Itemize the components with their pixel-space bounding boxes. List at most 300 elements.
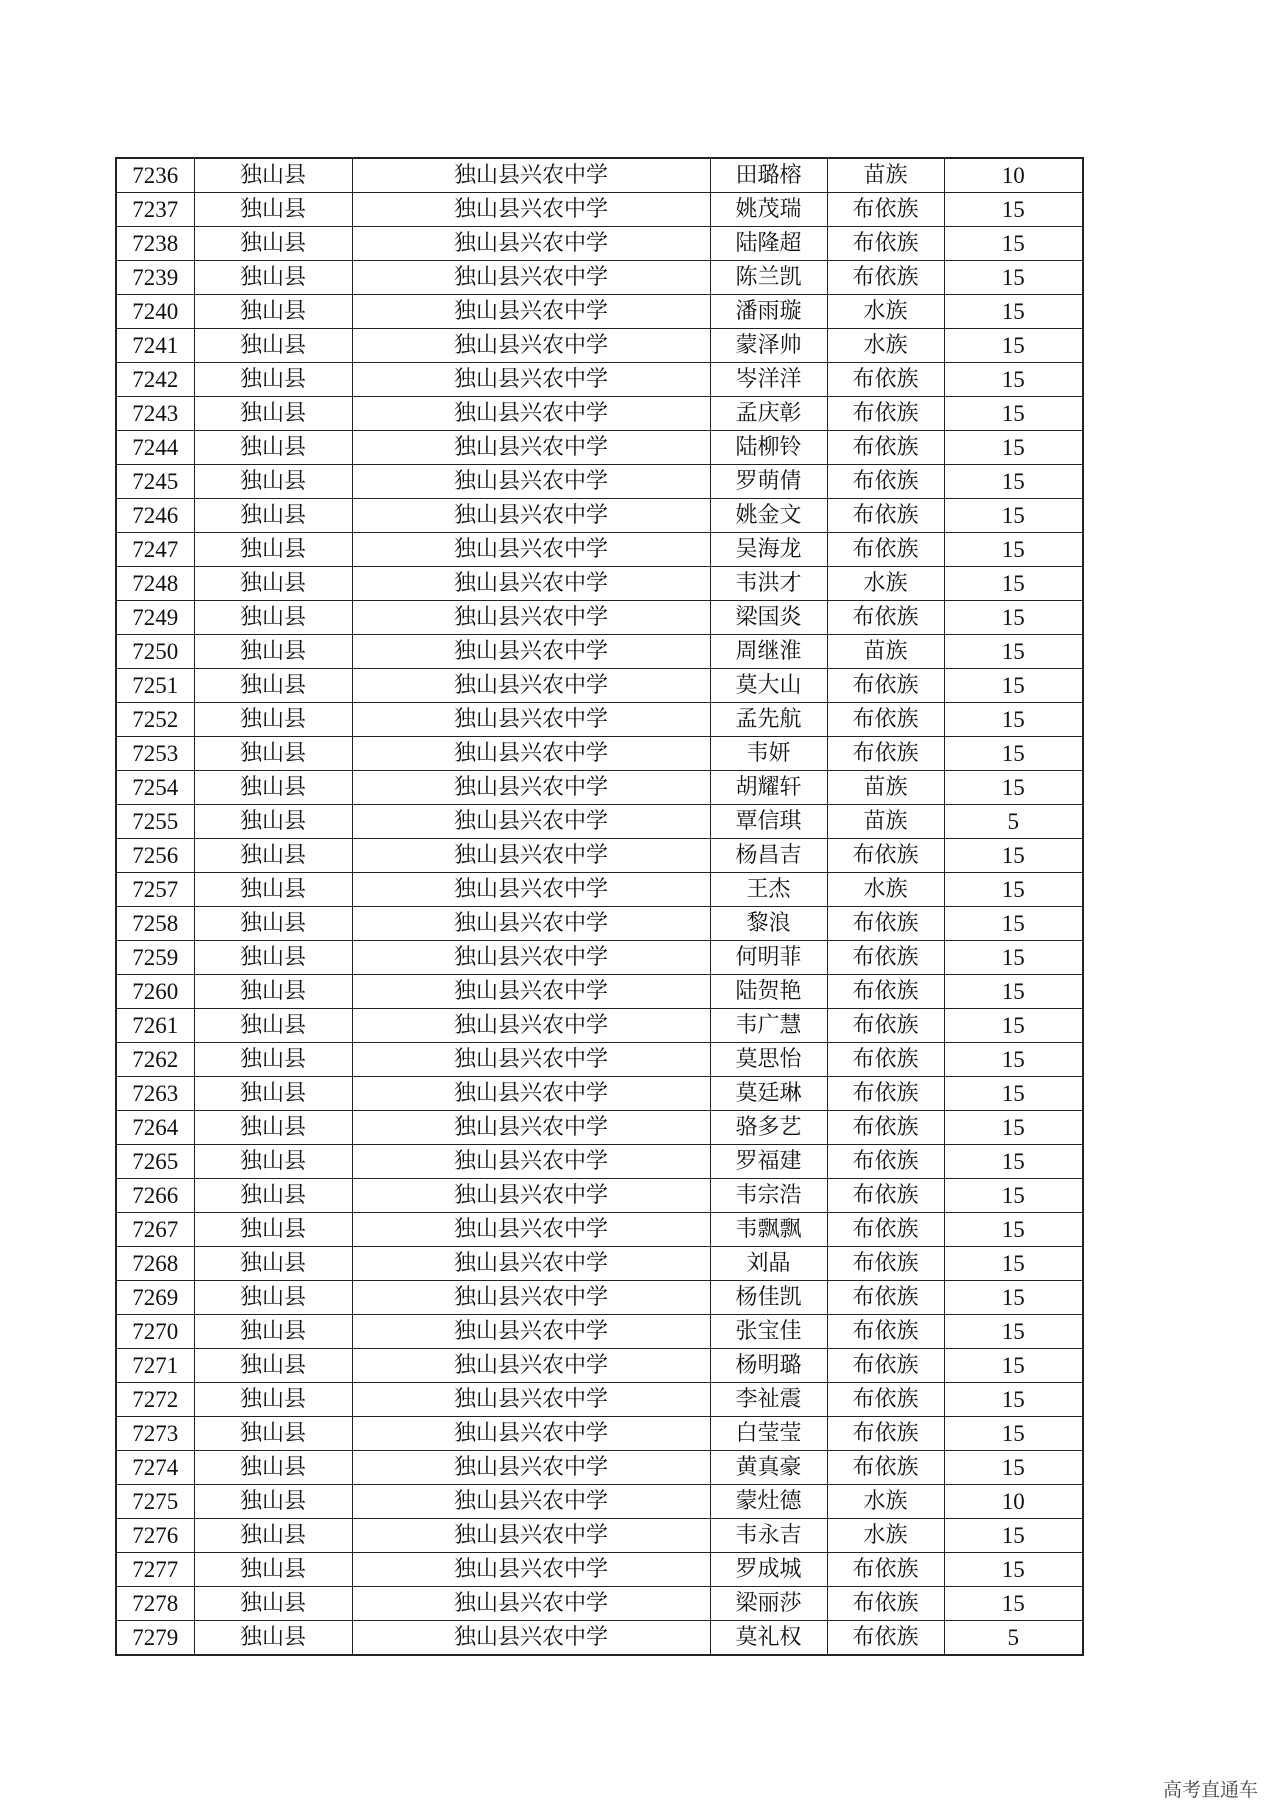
cell-number: 7248 <box>116 567 194 601</box>
cell-county: 独山县 <box>194 1179 352 1213</box>
cell-ethnicity: 布依族 <box>827 1315 944 1349</box>
cell-score: 10 <box>944 158 1083 193</box>
cell-school: 独山县兴农中学 <box>352 1519 710 1553</box>
cell-county: 独山县 <box>194 567 352 601</box>
table-row <box>116 158 1083 193</box>
cell-name: 陈兰凯 <box>710 261 827 295</box>
cell-name: 杨昌吉 <box>710 839 827 873</box>
cell-school: 独山县兴农中学 <box>352 1213 710 1247</box>
cell-ethnicity: 布依族 <box>827 1587 944 1621</box>
cell-number: 7244 <box>116 431 194 465</box>
cell-county: 独山县 <box>194 1621 352 1656</box>
cell-number: 7251 <box>116 669 194 703</box>
cell-county: 独山县 <box>194 873 352 907</box>
cell-name: 骆多艺 <box>710 1111 827 1145</box>
cell-score: 15 <box>944 737 1083 771</box>
cell-county: 独山县 <box>194 431 352 465</box>
table-row <box>116 737 1083 771</box>
table-row <box>116 1587 1083 1621</box>
cell-number: 7259 <box>116 941 194 975</box>
cell-ethnicity: 布依族 <box>827 1281 944 1315</box>
cell-school: 独山县兴农中学 <box>352 295 710 329</box>
cell-school: 独山县兴农中学 <box>352 193 710 227</box>
cell-score: 15 <box>944 193 1083 227</box>
cell-score: 15 <box>944 567 1083 601</box>
cell-ethnicity: 布依族 <box>827 1213 944 1247</box>
cell-county: 独山县 <box>194 193 352 227</box>
cell-school: 独山县兴农中学 <box>352 873 710 907</box>
cell-county: 独山县 <box>194 907 352 941</box>
cell-ethnicity: 布依族 <box>827 1043 944 1077</box>
cell-ethnicity: 布依族 <box>827 1451 944 1485</box>
cell-name: 梁国炎 <box>710 601 827 635</box>
cell-score: 15 <box>944 1179 1083 1213</box>
cell-county: 独山县 <box>194 601 352 635</box>
cell-name: 蒙泽帅 <box>710 329 827 363</box>
cell-score: 15 <box>944 1553 1083 1587</box>
cell-county: 独山县 <box>194 635 352 669</box>
cell-name: 潘雨璇 <box>710 295 827 329</box>
watermark-text: 高考直通车 <box>1162 1779 1258 1801</box>
table-row <box>116 1043 1083 1077</box>
table-row <box>116 397 1083 431</box>
roster-table-container <box>115 157 1082 1656</box>
table-row <box>116 261 1083 295</box>
cell-county: 独山县 <box>194 1281 352 1315</box>
cell-name: 何明菲 <box>710 941 827 975</box>
cell-number: 7236 <box>116 158 194 193</box>
cell-score: 15 <box>944 1111 1083 1145</box>
cell-name: 王杰 <box>710 873 827 907</box>
cell-name: 姚金文 <box>710 499 827 533</box>
cell-number: 7257 <box>116 873 194 907</box>
cell-school: 独山县兴农中学 <box>352 601 710 635</box>
cell-ethnicity: 布依族 <box>827 1417 944 1451</box>
cell-county: 独山县 <box>194 329 352 363</box>
cell-name: 岑洋洋 <box>710 363 827 397</box>
cell-number: 7258 <box>116 907 194 941</box>
cell-score: 15 <box>944 1043 1083 1077</box>
cell-score: 15 <box>944 1451 1083 1485</box>
cell-county: 独山县 <box>194 1009 352 1043</box>
table-row <box>116 431 1083 465</box>
cell-county: 独山县 <box>194 771 352 805</box>
table-row <box>116 1485 1083 1519</box>
cell-ethnicity: 布依族 <box>827 839 944 873</box>
table-row <box>116 1417 1083 1451</box>
cell-ethnicity: 苗族 <box>827 158 944 193</box>
table-row <box>116 1145 1083 1179</box>
cell-name: 罗成城 <box>710 1553 827 1587</box>
cell-county: 独山县 <box>194 1349 352 1383</box>
cell-ethnicity: 苗族 <box>827 771 944 805</box>
cell-ethnicity: 水族 <box>827 567 944 601</box>
table-row <box>116 227 1083 261</box>
table-row <box>116 1111 1083 1145</box>
cell-county: 独山县 <box>194 1111 352 1145</box>
cell-number: 7277 <box>116 1553 194 1587</box>
cell-number: 7250 <box>116 635 194 669</box>
cell-number: 7254 <box>116 771 194 805</box>
cell-name: 白莹莹 <box>710 1417 827 1451</box>
cell-name: 韦妍 <box>710 737 827 771</box>
cell-county: 独山县 <box>194 669 352 703</box>
cell-county: 独山县 <box>194 465 352 499</box>
cell-ethnicity: 苗族 <box>827 805 944 839</box>
cell-number: 7263 <box>116 1077 194 1111</box>
cell-school: 独山县兴农中学 <box>352 1315 710 1349</box>
cell-score: 15 <box>944 1213 1083 1247</box>
cell-score: 15 <box>944 669 1083 703</box>
table-row <box>116 1009 1083 1043</box>
cell-number: 7240 <box>116 295 194 329</box>
cell-ethnicity: 水族 <box>827 873 944 907</box>
cell-name: 覃信琪 <box>710 805 827 839</box>
cell-ethnicity: 布依族 <box>827 669 944 703</box>
cell-name: 周继淮 <box>710 635 827 669</box>
cell-score: 15 <box>944 1009 1083 1043</box>
cell-score: 15 <box>944 601 1083 635</box>
cell-number: 7267 <box>116 1213 194 1247</box>
cell-score: 15 <box>944 465 1083 499</box>
cell-score: 15 <box>944 499 1083 533</box>
cell-name: 孟庆彰 <box>710 397 827 431</box>
cell-score: 15 <box>944 363 1083 397</box>
cell-score: 15 <box>944 261 1083 295</box>
cell-ethnicity: 布依族 <box>827 465 944 499</box>
cell-number: 7245 <box>116 465 194 499</box>
table-row <box>116 907 1083 941</box>
cell-ethnicity: 布依族 <box>827 941 944 975</box>
cell-school: 独山县兴农中学 <box>352 771 710 805</box>
cell-score: 10 <box>944 1485 1083 1519</box>
table-row <box>116 1553 1083 1587</box>
table-row <box>116 465 1083 499</box>
cell-school: 独山县兴农中学 <box>352 1621 710 1656</box>
cell-ethnicity: 布依族 <box>827 1179 944 1213</box>
cell-score: 5 <box>944 805 1083 839</box>
table-row <box>116 635 1083 669</box>
cell-county: 独山县 <box>194 839 352 873</box>
cell-score: 15 <box>944 703 1083 737</box>
table-row <box>116 1281 1083 1315</box>
cell-name: 莫廷琳 <box>710 1077 827 1111</box>
cell-county: 独山县 <box>194 1213 352 1247</box>
cell-county: 独山县 <box>194 227 352 261</box>
cell-name: 田璐榕 <box>710 158 827 193</box>
cell-school: 独山县兴农中学 <box>352 499 710 533</box>
cell-ethnicity: 布依族 <box>827 193 944 227</box>
table-row <box>116 1077 1083 1111</box>
cell-number: 7246 <box>116 499 194 533</box>
cell-number: 7241 <box>116 329 194 363</box>
cell-school: 独山县兴农中学 <box>352 397 710 431</box>
cell-ethnicity: 苗族 <box>827 635 944 669</box>
cell-score: 15 <box>944 839 1083 873</box>
cell-school: 独山县兴农中学 <box>352 261 710 295</box>
cell-county: 独山县 <box>194 1417 352 1451</box>
cell-ethnicity: 布依族 <box>827 363 944 397</box>
cell-ethnicity: 布依族 <box>827 533 944 567</box>
cell-name: 胡耀轩 <box>710 771 827 805</box>
cell-name: 黄真豪 <box>710 1451 827 1485</box>
table-row <box>116 839 1083 873</box>
cell-score: 15 <box>944 533 1083 567</box>
cell-name: 陆贺艳 <box>710 975 827 1009</box>
cell-school: 独山县兴农中学 <box>352 1349 710 1383</box>
cell-name: 杨佳凯 <box>710 1281 827 1315</box>
cell-county: 独山县 <box>194 158 352 193</box>
cell-score: 15 <box>944 329 1083 363</box>
cell-ethnicity: 布依族 <box>827 1553 944 1587</box>
cell-school: 独山县兴农中学 <box>352 1009 710 1043</box>
cell-ethnicity: 布依族 <box>827 907 944 941</box>
cell-county: 独山县 <box>194 1315 352 1349</box>
cell-number: 7239 <box>116 261 194 295</box>
table-row <box>116 941 1083 975</box>
cell-school: 独山县兴农中学 <box>352 1111 710 1145</box>
cell-score: 15 <box>944 975 1083 1009</box>
cell-school: 独山县兴农中学 <box>352 431 710 465</box>
cell-number: 7268 <box>116 1247 194 1281</box>
cell-county: 独山县 <box>194 363 352 397</box>
cell-score: 15 <box>944 1145 1083 1179</box>
cell-school: 独山县兴农中学 <box>352 669 710 703</box>
cell-name: 陆柳铃 <box>710 431 827 465</box>
cell-number: 7273 <box>116 1417 194 1451</box>
table-row <box>116 771 1083 805</box>
table-row <box>116 1519 1083 1553</box>
cell-number: 7275 <box>116 1485 194 1519</box>
cell-county: 独山县 <box>194 533 352 567</box>
cell-score: 15 <box>944 1247 1083 1281</box>
cell-county: 独山县 <box>194 1553 352 1587</box>
cell-ethnicity: 布依族 <box>827 397 944 431</box>
cell-county: 独山县 <box>194 1451 352 1485</box>
cell-number: 7276 <box>116 1519 194 1553</box>
cell-ethnicity: 水族 <box>827 1519 944 1553</box>
cell-score: 15 <box>944 635 1083 669</box>
cell-number: 7266 <box>116 1179 194 1213</box>
cell-name: 莫大山 <box>710 669 827 703</box>
cell-score: 15 <box>944 907 1083 941</box>
table-row <box>116 1315 1083 1349</box>
cell-number: 7255 <box>116 805 194 839</box>
cell-score: 15 <box>944 295 1083 329</box>
cell-ethnicity: 布依族 <box>827 601 944 635</box>
cell-number: 7238 <box>116 227 194 261</box>
table-row <box>116 873 1083 907</box>
cell-name: 莫思怡 <box>710 1043 827 1077</box>
cell-name: 刘晶 <box>710 1247 827 1281</box>
cell-number: 7274 <box>116 1451 194 1485</box>
cell-number: 7269 <box>116 1281 194 1315</box>
table-row <box>116 1213 1083 1247</box>
cell-county: 独山县 <box>194 975 352 1009</box>
cell-county: 独山县 <box>194 1043 352 1077</box>
cell-county: 独山县 <box>194 1247 352 1281</box>
cell-number: 7264 <box>116 1111 194 1145</box>
cell-name: 陆隆超 <box>710 227 827 261</box>
cell-name: 莫礼权 <box>710 1621 827 1656</box>
cell-number: 7271 <box>116 1349 194 1383</box>
cell-name: 韦飘飘 <box>710 1213 827 1247</box>
cell-county: 独山县 <box>194 397 352 431</box>
cell-ethnicity: 布依族 <box>827 1383 944 1417</box>
cell-name: 罗萌倩 <box>710 465 827 499</box>
cell-ethnicity: 布依族 <box>827 1349 944 1383</box>
cell-score: 15 <box>944 1519 1083 1553</box>
roster-table-body <box>116 158 1083 1655</box>
cell-school: 独山县兴农中学 <box>352 1383 710 1417</box>
cell-school: 独山县兴农中学 <box>352 907 710 941</box>
cell-ethnicity: 布依族 <box>827 261 944 295</box>
cell-ethnicity: 水族 <box>827 329 944 363</box>
cell-ethnicity: 水族 <box>827 295 944 329</box>
cell-ethnicity: 布依族 <box>827 1145 944 1179</box>
cell-score: 15 <box>944 1349 1083 1383</box>
table-row <box>116 669 1083 703</box>
table-row <box>116 1349 1083 1383</box>
cell-number: 7252 <box>116 703 194 737</box>
cell-score: 15 <box>944 1383 1083 1417</box>
table-row <box>116 1179 1083 1213</box>
cell-ethnicity: 布依族 <box>827 431 944 465</box>
table-row <box>116 601 1083 635</box>
cell-county: 独山县 <box>194 295 352 329</box>
cell-school: 独山县兴农中学 <box>352 1553 710 1587</box>
cell-ethnicity: 布依族 <box>827 975 944 1009</box>
cell-number: 7247 <box>116 533 194 567</box>
cell-number: 7278 <box>116 1587 194 1621</box>
cell-score: 15 <box>944 1417 1083 1451</box>
table-row <box>116 499 1083 533</box>
cell-school: 独山县兴农中学 <box>352 158 710 193</box>
cell-number: 7265 <box>116 1145 194 1179</box>
cell-score: 15 <box>944 397 1083 431</box>
table-row <box>116 1451 1083 1485</box>
cell-school: 独山县兴农中学 <box>352 363 710 397</box>
cell-name: 张宝佳 <box>710 1315 827 1349</box>
table-row <box>116 1247 1083 1281</box>
cell-ethnicity: 布依族 <box>827 227 944 261</box>
cell-name: 罗福建 <box>710 1145 827 1179</box>
cell-number: 7237 <box>116 193 194 227</box>
cell-county: 独山县 <box>194 1383 352 1417</box>
cell-school: 独山县兴农中学 <box>352 805 710 839</box>
table-row <box>116 805 1083 839</box>
cell-name: 杨明璐 <box>710 1349 827 1383</box>
cell-school: 独山县兴农中学 <box>352 635 710 669</box>
cell-name: 韦宗浩 <box>710 1179 827 1213</box>
cell-name: 梁丽莎 <box>710 1587 827 1621</box>
cell-score: 15 <box>944 771 1083 805</box>
cell-county: 独山县 <box>194 261 352 295</box>
cell-school: 独山县兴农中学 <box>352 703 710 737</box>
cell-name: 韦广慧 <box>710 1009 827 1043</box>
table-row <box>116 363 1083 397</box>
cell-county: 独山县 <box>194 1485 352 1519</box>
cell-number: 7262 <box>116 1043 194 1077</box>
cell-ethnicity: 布依族 <box>827 703 944 737</box>
cell-county: 独山县 <box>194 1519 352 1553</box>
cell-score: 15 <box>944 1315 1083 1349</box>
table-row <box>116 295 1083 329</box>
table-row <box>116 193 1083 227</box>
cell-name: 蒙灶德 <box>710 1485 827 1519</box>
cell-school: 独山县兴农中学 <box>352 1145 710 1179</box>
cell-name: 孟先航 <box>710 703 827 737</box>
cell-score: 15 <box>944 1587 1083 1621</box>
cell-ethnicity: 布依族 <box>827 1247 944 1281</box>
table-row <box>116 567 1083 601</box>
cell-number: 7270 <box>116 1315 194 1349</box>
cell-ethnicity: 布依族 <box>827 737 944 771</box>
table-row <box>116 533 1083 567</box>
cell-school: 独山县兴农中学 <box>352 1485 710 1519</box>
cell-school: 独山县兴农中学 <box>352 567 710 601</box>
cell-ethnicity: 布依族 <box>827 1111 944 1145</box>
cell-ethnicity: 布依族 <box>827 1621 944 1656</box>
table-row <box>116 329 1083 363</box>
cell-score: 15 <box>944 941 1083 975</box>
cell-school: 独山县兴农中学 <box>352 465 710 499</box>
cell-score: 5 <box>944 1621 1083 1656</box>
cell-number: 7279 <box>116 1621 194 1656</box>
cell-score: 15 <box>944 431 1083 465</box>
cell-county: 独山县 <box>194 1587 352 1621</box>
cell-school: 独山县兴农中学 <box>352 1179 710 1213</box>
cell-number: 7260 <box>116 975 194 1009</box>
cell-ethnicity: 布依族 <box>827 1077 944 1111</box>
cell-ethnicity: 布依族 <box>827 499 944 533</box>
cell-school: 独山县兴农中学 <box>352 975 710 1009</box>
cell-school: 独山县兴农中学 <box>352 1077 710 1111</box>
cell-name: 韦永吉 <box>710 1519 827 1553</box>
cell-county: 独山县 <box>194 1077 352 1111</box>
cell-number: 7242 <box>116 363 194 397</box>
cell-school: 独山县兴农中学 <box>352 1247 710 1281</box>
cell-number: 7243 <box>116 397 194 431</box>
cell-name: 李祉震 <box>710 1383 827 1417</box>
cell-school: 独山县兴农中学 <box>352 1281 710 1315</box>
cell-school: 独山县兴农中学 <box>352 227 710 261</box>
cell-name: 吴海龙 <box>710 533 827 567</box>
cell-school: 独山县兴农中学 <box>352 839 710 873</box>
cell-county: 独山县 <box>194 703 352 737</box>
cell-county: 独山县 <box>194 1145 352 1179</box>
cell-number: 7249 <box>116 601 194 635</box>
cell-ethnicity: 水族 <box>827 1485 944 1519</box>
cell-school: 独山县兴农中学 <box>352 1043 710 1077</box>
cell-name: 姚茂瑞 <box>710 193 827 227</box>
cell-score: 15 <box>944 1077 1083 1111</box>
cell-school: 独山县兴农中学 <box>352 1417 710 1451</box>
cell-score: 15 <box>944 1281 1083 1315</box>
cell-school: 独山县兴农中学 <box>352 329 710 363</box>
cell-number: 7272 <box>116 1383 194 1417</box>
cell-county: 独山县 <box>194 941 352 975</box>
cell-score: 15 <box>944 227 1083 261</box>
cell-school: 独山县兴农中学 <box>352 737 710 771</box>
cell-county: 独山县 <box>194 499 352 533</box>
cell-school: 独山县兴农中学 <box>352 1587 710 1621</box>
cell-ethnicity: 布依族 <box>827 1009 944 1043</box>
table-row <box>116 1383 1083 1417</box>
cell-name: 黎浪 <box>710 907 827 941</box>
table-row <box>116 1621 1083 1656</box>
cell-name: 韦洪才 <box>710 567 827 601</box>
